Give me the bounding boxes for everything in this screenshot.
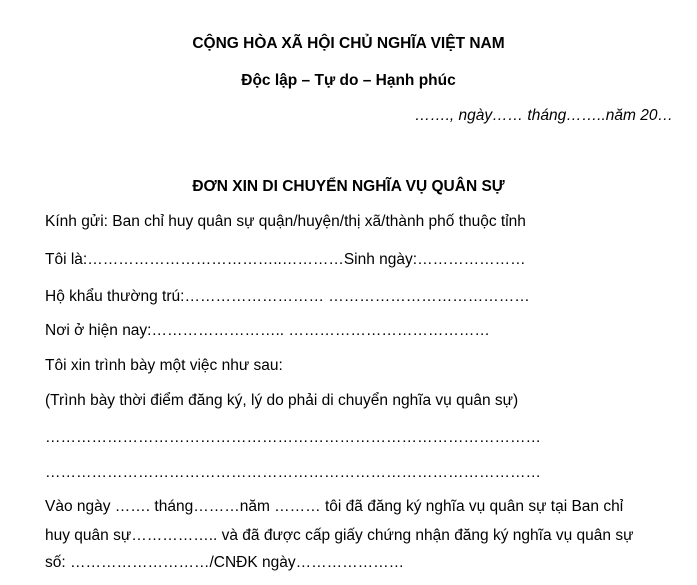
paragraph-line-3: số: ………………………/CNĐK ngày………………… bbox=[45, 554, 405, 571]
paragraph-line-2: huy quân sự…………….. và đã được cấp giấy chứng nhận đăng ký nghĩa vụ quân sự bbox=[45, 527, 634, 544]
paragraph-line-1: Vào ngày ……. tháng………năm ……… tôi đã đăng ký nghĩa vụ quân sự tại Ban chỉ bbox=[45, 498, 624, 515]
intro-line: Tôi xin trình bày một việc như sau: bbox=[45, 357, 283, 374]
current-address-line: Nơi ở hiện nay:…………………….. ………………………………… bbox=[45, 322, 490, 339]
blank-line-1: …………………………………………………………………………………… bbox=[45, 429, 541, 446]
residence-line: Hộ khẩu thường trú:……………………… ………………………………… bbox=[45, 288, 530, 305]
place-date: ……., ngày…… tháng……..năm 20… bbox=[414, 107, 673, 124]
instruction-line: (Trình bày thời điểm đăng ký, lý do phải di chuyển nghĩa vụ quân sự) bbox=[45, 392, 519, 409]
motto: Độc lập – Tự do – Hạnh phúc bbox=[241, 72, 456, 89]
blank-line-2: …………………………………………………………………………………… bbox=[45, 464, 541, 481]
recipient-line: Kính gửi: Ban chỉ huy quân sự quận/huyện/thị xã/thành phố thuộc tỉnh bbox=[45, 213, 526, 230]
national-title: CỘNG HÒA XÃ HỘI CHỦ NGHĨA VIỆT NAM bbox=[192, 35, 505, 52]
document-title: ĐƠN XIN DI CHUYỂN NGHĨA VỤ QUÂN SỰ bbox=[192, 178, 505, 195]
name-line: Tôi là:………………………………..…………Sinh ngày:………………… bbox=[45, 251, 526, 268]
